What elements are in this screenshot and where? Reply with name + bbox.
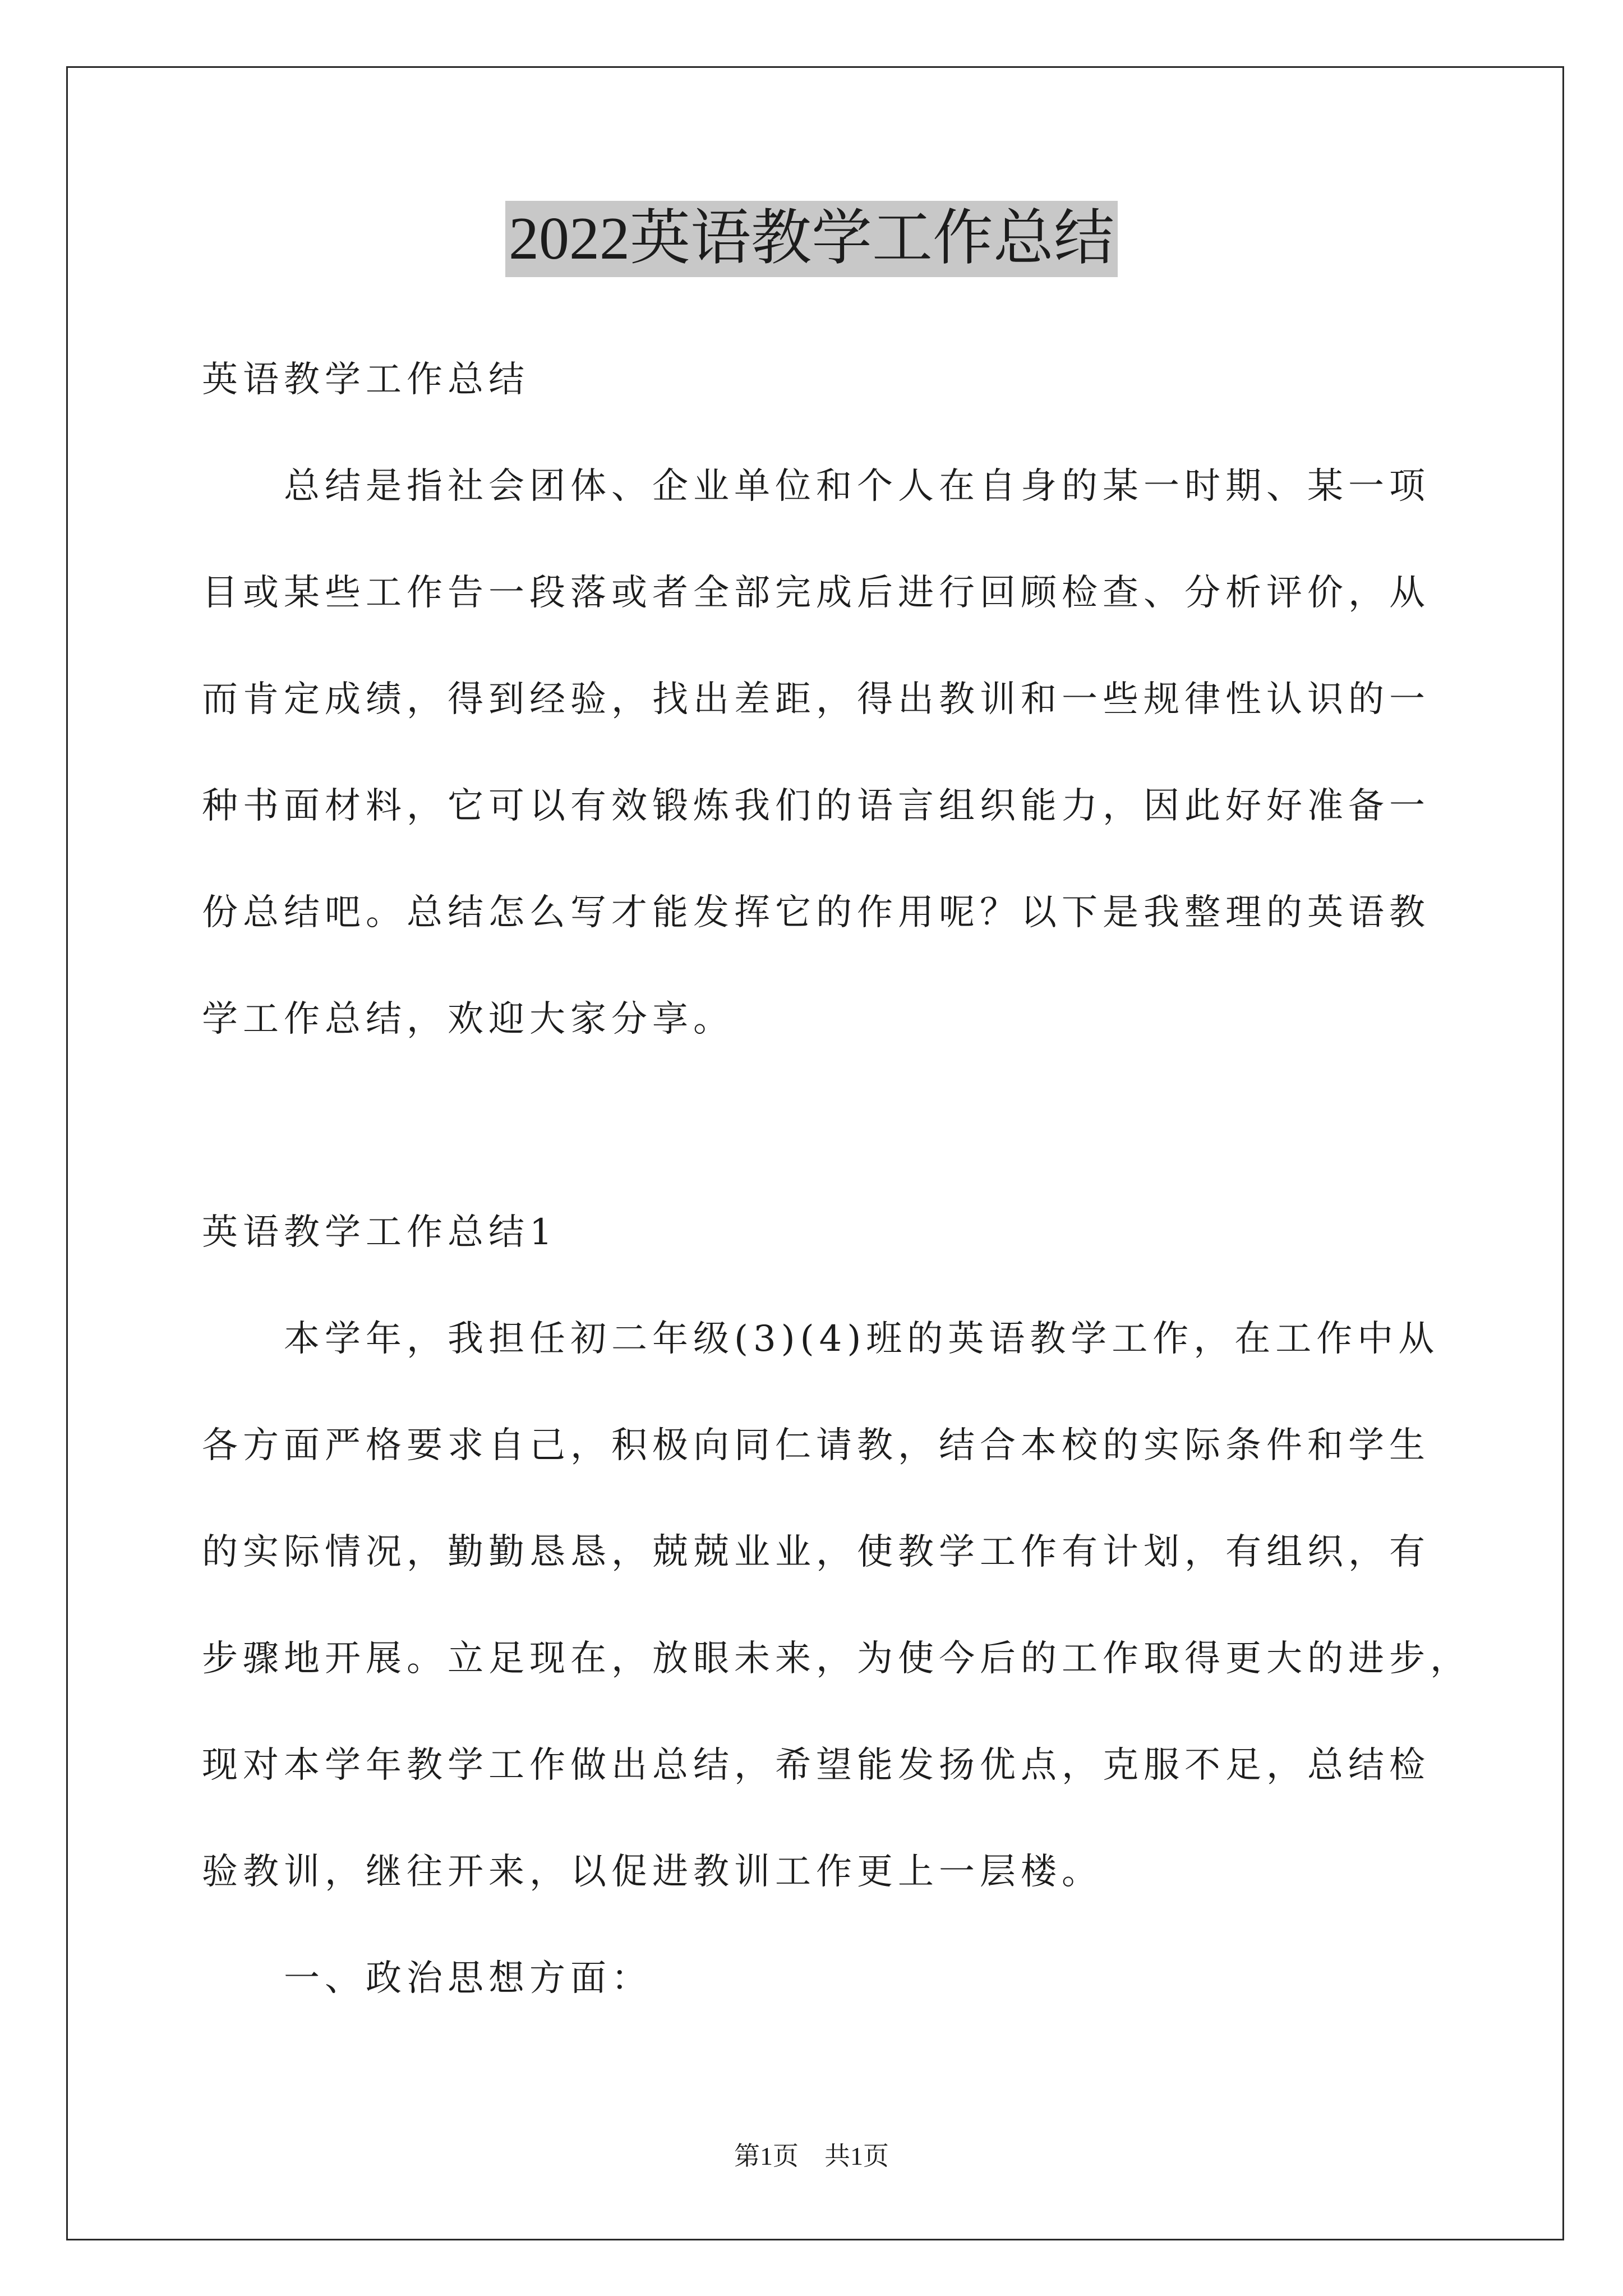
intro-line: 总结是指社会团体、企业单位和个人在自身的某一时期、某一项 bbox=[284, 466, 1430, 507]
paragraph-line: 本学年，我担任初二年级(3)(4)班的英语教学工作，在工作中从 bbox=[284, 1318, 1440, 1360]
subtitle: 英语教学工作总结 bbox=[202, 359, 529, 401]
title-row bbox=[0, 201, 1623, 279]
intro-line: 目或某些工作告一段落或者全部完成后进行回顾检查、分析评价，从 bbox=[202, 572, 1430, 614]
intro-line: 份总结吧。总结怎么写才能发挥它的作用呢？以下是我整理的英语教 bbox=[202, 892, 1430, 933]
section-paragraph bbox=[202, 1286, 1509, 1925]
document-body bbox=[202, 326, 1509, 2032]
intro-line: 学工作总结，欢迎大家分享。 bbox=[202, 999, 734, 1040]
document-title: 2022英语教学工作总结 bbox=[505, 201, 1118, 277]
page-number-footer: 第1页 共1页 bbox=[734, 2142, 889, 2170]
paragraph-line: 各方面严格要求自己，积极向同仁请教，结合本校的实际条件和学生 bbox=[202, 1425, 1430, 1466]
intro-paragraph bbox=[202, 433, 1509, 1073]
paragraph-line: 步骤地开展。立足现在，放眼未来，为使今后的工作取得更大的进步， bbox=[202, 1638, 1471, 1680]
intro-line: 而肯定成绩，得到经验，找出差距，得出教训和一些规律性认识的一 bbox=[202, 679, 1430, 720]
paragraph-line: 的实际情况，勤勤恳恳，兢兢业业，使教学工作有计划，有组织，有 bbox=[202, 1531, 1430, 1573]
item-heading: 一、政治思想方面： bbox=[284, 1958, 652, 1999]
paragraph-line: 现对本学年教学工作做出总结，希望能发扬优点，克服不足，总结检 bbox=[202, 1745, 1430, 1786]
blank-line bbox=[202, 1073, 1509, 1179]
section-heading: 英语教学工作总结1 bbox=[202, 1212, 557, 1253]
intro-line: 种书面材料，它可以有效锻炼我们的语言组织能力，因此好好准备一 bbox=[202, 785, 1430, 827]
paragraph-line: 验教训，继往开来，以促进教训工作更上一层楼。 bbox=[202, 1851, 1103, 1893]
